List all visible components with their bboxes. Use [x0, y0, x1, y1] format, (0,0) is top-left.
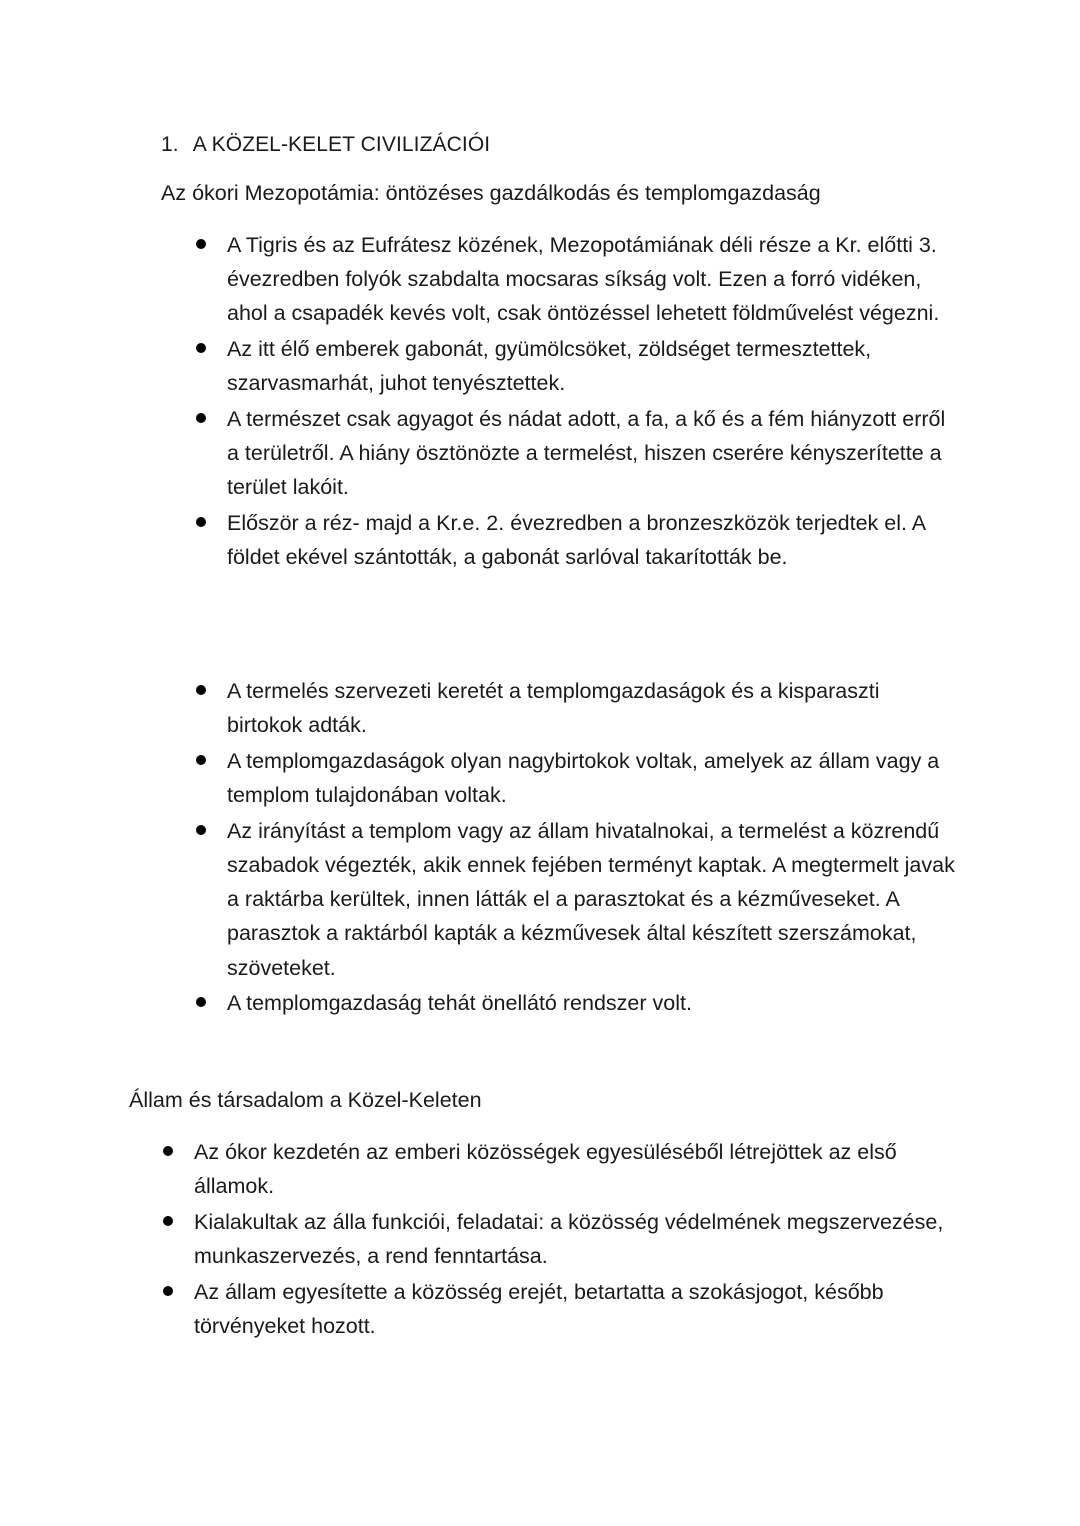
chapter-number: 1. — [161, 133, 179, 156]
section-title-allam: Állam és társadalom a Közel-Keleten — [129, 1088, 482, 1112]
list-item: A Tigris és az Eufrátesz közének, Mezopotámiának déli része a Kr. előtti 3. évezredben folyók szabdalta mocsaras síkság volt. Ezen a forró vidéken, ahol a csapadék kevés volt, csak öntözéssel lehetett földművelést végezni. — [194, 228, 959, 331]
list-item: Az irányítást a templom vagy az állam hivatalnokai, a termelést a közrendű szabadok végezték, akik ennek fejében terményt kaptak. A megtermelt javak a raktárba kerültek, innen látták el a parasztokat és a kézműveseket. A parasztok a raktárból kapták a kézművesek által készített szerszámokat, szöveteket. — [194, 814, 959, 985]
list-item: A termelés szervezeti keretét a templomgazdaságok és a kisparaszti birtokok adták. — [194, 674, 959, 742]
bullet-list-mezopotamia-b — [194, 674, 959, 1022]
bullet-list-allam — [161, 1135, 959, 1345]
list-item: Az itt élő emberek gabonát, gyümölcsöket, zöldséget termesztettek, szarvasmarhát, juhot tenyésztettek. — [194, 332, 959, 400]
list-item: Kialakultak az álla funkciói, feladatai: a közösség védelmének megszervezése, munkaszervezés, a rend fenntartása. — [161, 1205, 959, 1273]
section-title-mezopotamia: Az ókori Mezopotámia: öntözéses gazdálkodás és templomgazdaság — [161, 181, 821, 205]
list-item: Az állam egyesítette a közösség erejét, betartatta a szokásjogot, később törvényeket hozott. — [161, 1275, 959, 1343]
bullet-list-mezopotamia-a — [194, 228, 959, 576]
chapter-title: A KÖZEL-KELET CIVILIZÁCIÓI — [192, 133, 491, 156]
list-item: Az ókor kezdetén az emberi közösségek egyesüléséből létrejöttek az első államok. — [161, 1135, 959, 1203]
list-item: Először a réz- majd a Kr.e. 2. évezredben a bronzeszközök terjedtek el. A földet ekével szántották, a gabonát sarlóval takarították be. — [194, 506, 959, 574]
list-item: A templomgazdaság tehát önellátó rendszer volt. — [194, 986, 959, 1020]
list-item: A természet csak agyagot és nádat adott, a fa, a kő és a fém hiányzott erről a területről. A hiány ösztönözte a termelést, hiszen cserére kényszerítette a terület lakóit. — [194, 402, 959, 505]
chapter-heading — [161, 130, 490, 160]
list-item: A templomgazdaságok olyan nagybirtokok voltak, amelyek az állam vagy a templom tulajdonában voltak. — [194, 744, 959, 812]
